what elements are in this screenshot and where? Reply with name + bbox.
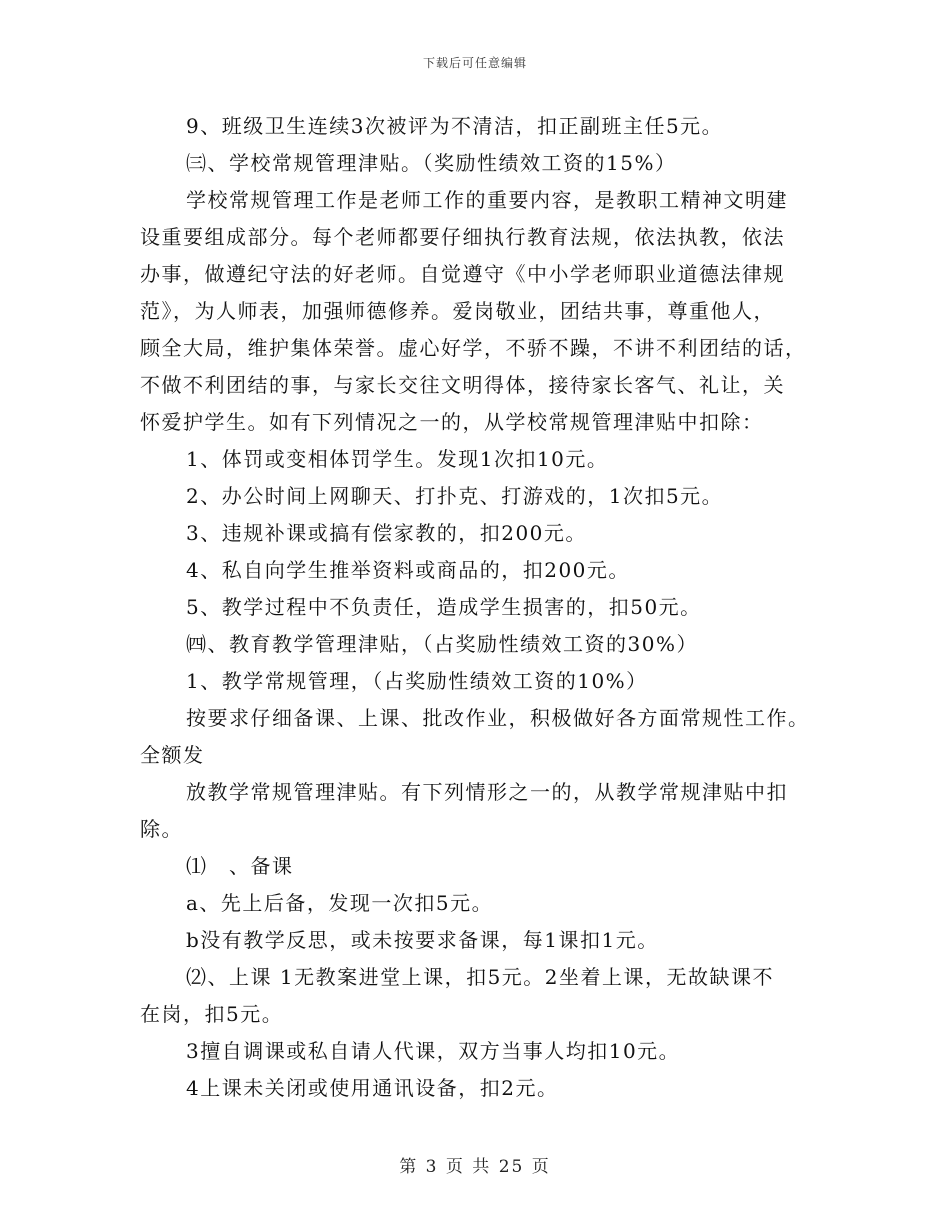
list-item: 3擅自调课或私自请人代课，双方当事人均扣10元。 [186, 1039, 681, 1063]
list-item: 2、办公时间上网聊天、打扑克、打游戏的，1次扣5元。 [186, 484, 724, 508]
text-line: 不做不利团结的事，与家长交往文明得体，接待家长客气、礼让，关 [140, 373, 785, 397]
page-footer: 第 3 页 共 25 页 [399, 1157, 551, 1177]
subsection-heading: ⑴ 、备课 [186, 854, 294, 878]
list-item: 4、私自向学生推举资料或商品的，扣200元。 [186, 558, 630, 582]
text-line: 除。 [140, 817, 183, 841]
page-header: 下载后可任意编辑 [422, 56, 527, 70]
text-line: 9、班级卫生连续3次被评为不清洁，扣正副班主任5元。 [186, 114, 724, 138]
text-line: 学校常规管理工作是老师工作的重要内容，是教职工精神文明建 [186, 188, 788, 212]
text-line: 在岗，扣5元。 [140, 1002, 284, 1026]
list-item: 4上课未关闭或使用通讯设备，扣2元。 [186, 1076, 559, 1100]
list-item: 1、体罚或变相体罚学生。发现1次扣10元。 [186, 447, 609, 471]
text-line: 怀爱护学生。如有下列情况之一的，从学校常规管理津贴中扣除： [140, 410, 764, 434]
subsection-heading: 1、教学常规管理，（占奖励性绩效工资的10%） [186, 669, 648, 693]
text-line: 设重要组成部分。每个老师都要仔细执行教育法规，依法执教，依法 [140, 225, 785, 249]
text-line: 全额发 [140, 743, 205, 767]
text-line: 范》，为人师表，加强师德修养。爱岗敬业，团结共事，尊重他人， [140, 299, 775, 323]
list-item: ⑵、上课 1无教案进堂上课，扣5元。2坐着上课，无故缺课不 [186, 965, 775, 989]
list-item: a、先上后备，发现一次扣5元。 [186, 891, 494, 915]
list-item: b没有教学反思，或未按要求备课，每1课扣1元。 [186, 928, 659, 952]
list-item: 5、教学过程中不负责任，造成学生损害的，扣50元。 [186, 595, 702, 619]
section-heading: ㈢、学校常规管理津贴。（奖励性绩效工资的15%） [186, 151, 677, 175]
text-line: 顾全大局，维护集体荣誉。虚心好学，不骄不躁，不讲不利团结的话， [140, 336, 807, 360]
list-item: 3、违规补课或搞有偿家教的，扣200元。 [186, 521, 587, 545]
text-line: 放教学常规管理津贴。有下列情形之一的，从教学常规津贴中扣 [186, 780, 788, 804]
document-body [140, 108, 815, 1107]
section-heading: ㈣、教育教学管理津贴，（占奖励性绩效工资的30%） [186, 632, 698, 656]
text-line: 按要求仔细备课、上课、批改作业，积极做好各方面常规性工作。 [186, 706, 810, 730]
text-line: 办事，做遵纪守法的好老师。自觉遵守《中小学老师职业道德法律规 [140, 262, 785, 286]
